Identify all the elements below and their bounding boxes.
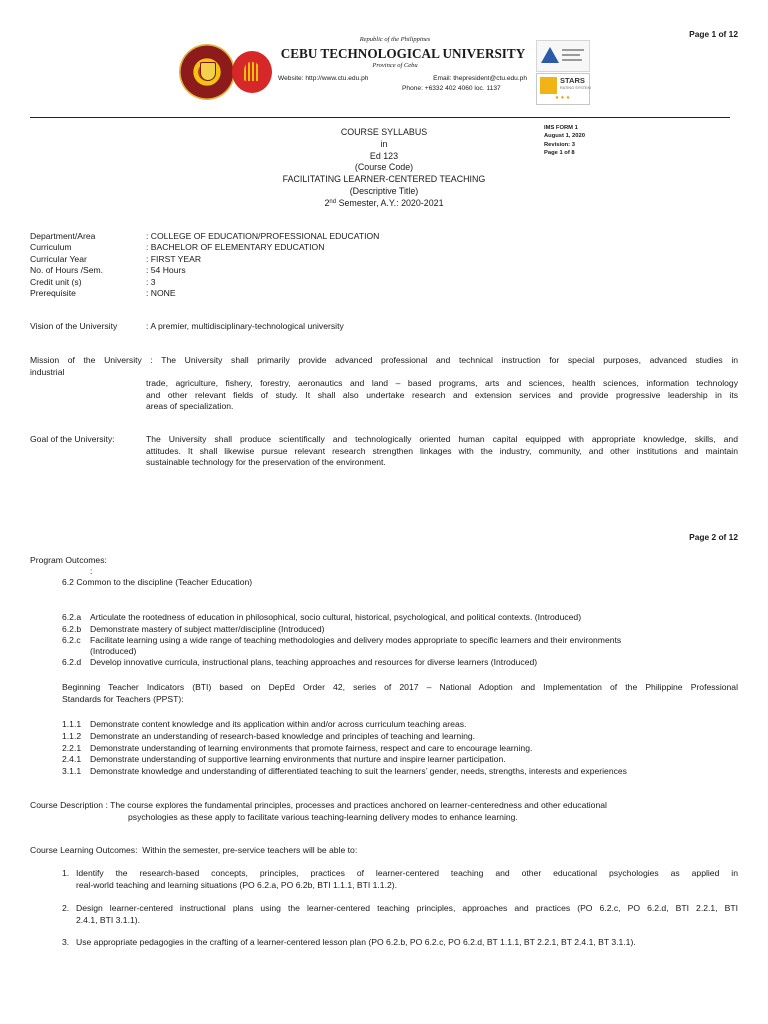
info-value bbox=[146, 288, 738, 299]
mission-continuation bbox=[30, 378, 738, 413]
bti-intro-line: Standards for Teachers (PPST): bbox=[62, 694, 184, 705]
form-code: IMS FORM 1 bbox=[544, 125, 578, 131]
separator: : bbox=[146, 321, 149, 331]
list-item bbox=[62, 754, 738, 766]
list-item bbox=[62, 624, 738, 635]
mission-line: trade, agriculture, fishery, forestry, aeronautics and land – based programs, arts and sciences, health sciences, information technology bbox=[146, 378, 738, 388]
info-label: Curricular Year bbox=[30, 253, 87, 264]
learning-outcome-item bbox=[30, 937, 738, 949]
university-name: CEBU TECHNOLOGICAL UNIVERSITY bbox=[280, 46, 526, 61]
stars-subtitle: RATING SYSTEM bbox=[560, 86, 591, 90]
outcome-line: Facilitate learning using a wide range of teaching methodologies and delivery modes appropriate to specific learners and their environments bbox=[90, 634, 622, 645]
info-value bbox=[146, 242, 738, 253]
indicator-code: 2.2.1 bbox=[62, 742, 82, 753]
seal-shield bbox=[200, 62, 216, 81]
separator: : bbox=[146, 253, 149, 264]
info-row-curricular-year bbox=[30, 254, 738, 265]
stars-logo-square-icon bbox=[540, 77, 557, 94]
header-divider bbox=[30, 117, 730, 118]
email-text: Email: thepresident@ctu.edu.ph bbox=[433, 75, 527, 82]
university-seal-icon bbox=[179, 44, 235, 100]
outcome-text: Demonstrate mastery of subject matter/discipline (Introduced) bbox=[90, 623, 325, 634]
certification-triangle-icon bbox=[541, 47, 559, 63]
program-outcomes-subheading: 6.2 Common to the discipline (Teacher Education) bbox=[62, 577, 253, 588]
semester-suffix: nd bbox=[329, 198, 337, 205]
info-label: No. of Hours /Sem. bbox=[30, 265, 104, 276]
outcome-line: Use appropriate pedagogies in the crafting of a learner-centered lesson plan (PO 6.2.b, PO 6.2.c, PO 6.2.d, BT 1.1.1, BT 2.2.1, BT 2.4.1, BT 3.1.1). bbox=[76, 937, 636, 948]
province-line: Province of Cebu bbox=[372, 62, 418, 69]
learning-outcomes-label: Course Learning Outcomes: bbox=[30, 845, 138, 856]
list-item bbox=[62, 657, 738, 668]
indicator-text: Demonstrate an understanding of research-based knowledge and principles of teaching and learning. bbox=[90, 730, 476, 741]
separator: : bbox=[146, 288, 149, 298]
form-date: August 1, 2020 bbox=[544, 133, 585, 140]
outcome-text bbox=[90, 635, 738, 658]
goal-label: Goal of the University: bbox=[30, 434, 115, 444]
outcome-code: 6.2.a bbox=[62, 612, 82, 623]
outcome-line: Design learner-centered instructional plans using the learner-centered teaching principles, approaches and practices (PO 6.2.c, PO 6.2.d, BTI 2.2.1, BTI bbox=[76, 903, 738, 914]
form-page: Page 1 of 8 bbox=[544, 149, 575, 156]
info-row-credit-units bbox=[30, 277, 738, 288]
learning-outcomes-heading bbox=[30, 845, 738, 857]
course-description-text: The course explores the fundamental principles, processes and practices anchored on learner-centeredness and other educational bbox=[110, 800, 607, 811]
outcome-line: Identify the research-based concepts, principles, practices of learner-centered teaching and other educational psychologies as applied in bbox=[76, 868, 738, 879]
outcome-text bbox=[76, 868, 738, 891]
list-item bbox=[62, 766, 738, 778]
logo-detail bbox=[562, 59, 582, 61]
syllabus-heading: COURSE SYLLABUS bbox=[340, 127, 428, 137]
website-text: Website: http://www.ctu.edu.ph bbox=[278, 75, 369, 82]
info-value-text: COLLEGE OF EDUCATION/PROFESSIONAL EDUCATION bbox=[150, 230, 380, 241]
bti-intro-line: Beginning Teacher Indicators (BTI) based on DepEd Order 42, series of 2017 – National Adoption and Implementation of the Philippine Professional bbox=[62, 682, 738, 693]
vision-text: A premier, multidisciplinary-technological university bbox=[150, 321, 344, 331]
outcome-number: 2. bbox=[62, 903, 70, 914]
mission-section bbox=[30, 355, 738, 413]
info-row-prerequisite bbox=[30, 288, 738, 299]
info-value bbox=[146, 265, 738, 276]
page-number: Page 1 of 12 bbox=[689, 29, 738, 39]
mission-first-line bbox=[30, 355, 738, 367]
goal-section bbox=[30, 434, 738, 469]
info-value-text: NONE bbox=[150, 288, 176, 298]
mission-text: The University shall primarily provide advanced professional and technical instruction for special purposes, advanced studies in bbox=[161, 355, 739, 365]
indicator-code: 2.4.1 bbox=[62, 754, 82, 765]
course-info-table bbox=[30, 231, 738, 299]
info-label: Curriculum bbox=[30, 242, 72, 253]
goal-line: sustainable technology for the preservation of the environment. bbox=[146, 457, 386, 467]
course-description bbox=[30, 799, 738, 823]
vision-value bbox=[146, 321, 738, 333]
info-row-hours bbox=[30, 265, 738, 276]
list-item bbox=[62, 719, 738, 731]
info-value-text: 3 bbox=[150, 276, 156, 287]
info-value-text: BACHELOR OF ELEMENTARY EDUCATION bbox=[150, 242, 325, 253]
program-outcomes-list bbox=[30, 612, 738, 668]
outcome-text bbox=[76, 903, 738, 926]
semester-text: Semester, A.Y.: 2020-2021 bbox=[338, 197, 444, 208]
info-row-curriculum bbox=[30, 242, 738, 253]
outcome-line: (Introduced) bbox=[90, 646, 137, 657]
info-label: Prerequisite bbox=[30, 288, 76, 298]
mission-line: areas of specialization. bbox=[146, 401, 234, 411]
indicator-text: Demonstrate knowledge and understanding of differentiated teaching to suit the learners’ gender, needs, strengths, interests and experiences bbox=[90, 766, 627, 777]
goal-text bbox=[146, 434, 738, 469]
outcome-code: 6.2.d bbox=[62, 657, 82, 668]
outcome-line: 2.4.1, BTI 3.1.1). bbox=[76, 914, 141, 925]
republic-line: Republic of the Philippines bbox=[359, 36, 431, 43]
logo-detail bbox=[562, 49, 584, 51]
document-body bbox=[30, 127, 738, 949]
info-value-text: FIRST YEAR bbox=[150, 253, 202, 264]
info-label: Credit unit (s) bbox=[30, 276, 82, 287]
list-item bbox=[62, 731, 738, 743]
outcome-text: Articulate the rootedness of education in philosophical, socio cultural, historical, psychological, and political contexts. (Introduced) bbox=[90, 612, 582, 623]
info-value bbox=[146, 254, 738, 265]
indicator-text: Demonstrate content knowledge and its application within and/or across curriculum teaching areas. bbox=[90, 719, 467, 730]
course-code-label: (Course Code) bbox=[354, 162, 414, 173]
outcome-text: Develop innovative curricula, instructional plans, teaching approaches and resources for diverse learners (Introduced) bbox=[90, 657, 538, 668]
learning-outcomes-intro: Within the semester, pre-service teachers will be able to: bbox=[142, 845, 358, 856]
descriptive-title: FACILITATING LEARNER-CENTERED TEACHING bbox=[282, 174, 486, 185]
outcome-number: 3. bbox=[62, 937, 70, 948]
asean-emblem-icon bbox=[232, 51, 272, 93]
outcome-code: 6.2.b bbox=[62, 623, 82, 634]
learning-outcome-item bbox=[30, 903, 738, 926]
separator: : bbox=[146, 276, 149, 287]
learning-outcome-item bbox=[30, 868, 738, 891]
logo-detail bbox=[562, 54, 580, 56]
mission-label: Mission of the University : bbox=[30, 355, 153, 365]
info-value bbox=[146, 231, 738, 242]
stars-rating-logo bbox=[536, 73, 590, 105]
form-revision: Revision: 3 bbox=[544, 141, 575, 148]
info-label: Department/Area bbox=[30, 230, 96, 241]
list-item bbox=[62, 612, 738, 623]
info-value bbox=[146, 277, 738, 288]
goal-line: The University shall produce scientifically and technologically oriented human capital equipped with appropriate knowledge, skills, and bbox=[146, 434, 738, 444]
stars-rating-icon: ★★★ bbox=[554, 95, 572, 101]
list-item bbox=[62, 635, 738, 658]
title-connector: in bbox=[380, 138, 388, 149]
stars-title: STARS bbox=[560, 76, 585, 85]
vision-label: Vision of the University bbox=[30, 321, 118, 331]
bti-list bbox=[30, 719, 738, 778]
info-value-text: 54 Hours bbox=[150, 265, 186, 276]
course-description-line bbox=[30, 799, 738, 811]
semester-number: 2 bbox=[324, 197, 330, 208]
mission-wrapped-word: industrial bbox=[30, 366, 65, 377]
course-description-label: Course Description : bbox=[30, 800, 108, 811]
outcome-line: real-world teaching and learning situations (PO 6.2.a, PO 6.2b, BTI 1.1.1, BTI 1.1.2). bbox=[76, 879, 398, 890]
goal-line: attitudes. It shall likewise pursue relevant research strengthen linkages with the industry, community, and other institutions and maintain bbox=[146, 445, 738, 456]
info-row-department bbox=[30, 231, 738, 242]
course-code: Ed 123 bbox=[369, 150, 399, 161]
bti-intro bbox=[30, 682, 738, 706]
separator: : bbox=[146, 242, 149, 253]
indicator-text: Demonstrate understanding of supportive learning environments that nurture and inspire learner participation. bbox=[90, 754, 506, 765]
phone-text: Phone: +6332 402 4060 loc. 1137 bbox=[402, 85, 501, 92]
indicator-code: 1.1.1 bbox=[62, 719, 82, 730]
separator: : bbox=[146, 230, 149, 241]
list-item bbox=[62, 743, 738, 755]
descriptive-title-label: (Descriptive Title) bbox=[349, 185, 419, 196]
page-number: Page 2 of 12 bbox=[689, 532, 738, 542]
outcome-text bbox=[76, 937, 738, 949]
indicator-code: 1.1.2 bbox=[62, 730, 82, 741]
outcome-number: 1. bbox=[62, 868, 70, 879]
course-description-line: psychologies as these apply to facilitate various teaching-learning delivery modes to enhance learning. bbox=[128, 812, 518, 823]
mission-line: and other relevant fields of study. It shall also undertake research and extension services and provide progressive leadership in its bbox=[146, 389, 738, 400]
indicator-text: Demonstrate understanding of learning environments that promote fairness, respect and care to encourage learning. bbox=[90, 742, 533, 753]
indicator-code: 3.1.1 bbox=[62, 766, 82, 777]
stray-colon: : bbox=[90, 565, 93, 576]
outcome-code: 6.2.c bbox=[62, 634, 81, 645]
syllabus-title-block bbox=[30, 127, 738, 210]
semester-line bbox=[30, 198, 738, 210]
program-outcomes-heading: Program Outcomes: bbox=[30, 555, 107, 565]
emblem-stalks bbox=[244, 62, 260, 81]
vision-section bbox=[30, 321, 738, 333]
separator: : bbox=[146, 265, 149, 276]
certification-logo-icon bbox=[536, 40, 590, 72]
